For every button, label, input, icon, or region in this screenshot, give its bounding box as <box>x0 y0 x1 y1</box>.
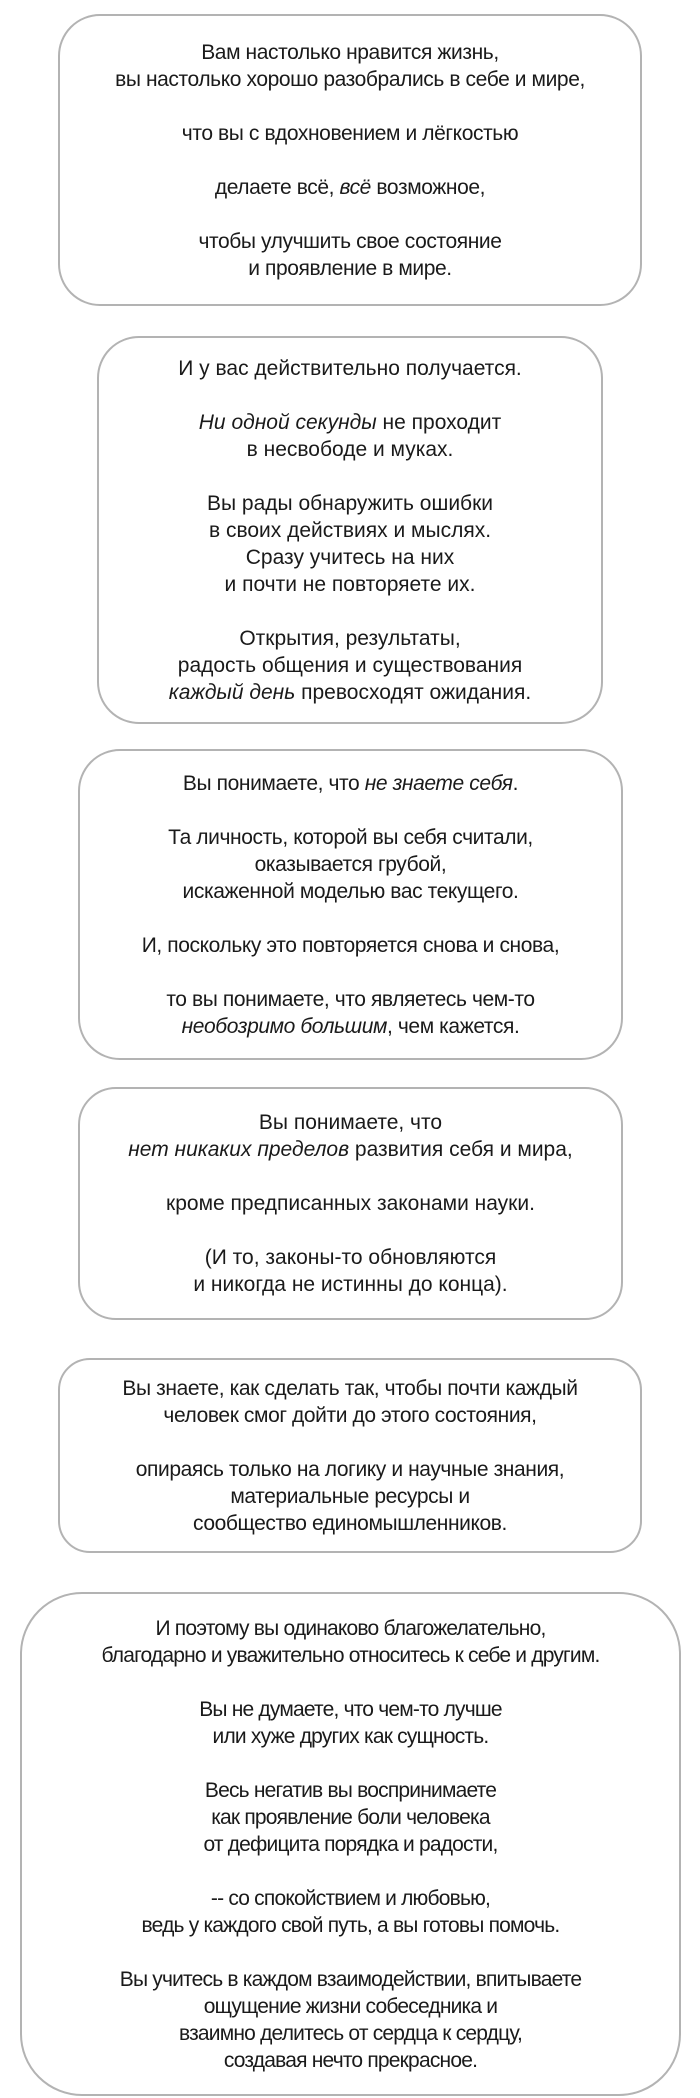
text-line <box>169 571 531 598</box>
text-line <box>101 1939 599 1966</box>
text-run: или хуже других как сущность. <box>212 1724 489 1748</box>
text-line <box>101 1858 599 1885</box>
text-line <box>115 93 585 120</box>
emphasis-text: нет никаких пределов <box>128 1138 350 1161</box>
text-line <box>101 1804 599 1831</box>
text-line <box>122 1510 577 1537</box>
card-text <box>128 1109 573 1298</box>
text-card-3 <box>78 749 623 1060</box>
text-run: в несвободе и муках. <box>246 437 454 461</box>
text-run: Вы рады обнаружить ошибки <box>206 491 493 515</box>
text-run: человек смог дойти до этого состояния, <box>163 1403 537 1427</box>
text-line <box>169 598 531 625</box>
card-text <box>122 1375 577 1537</box>
text-line <box>169 679 531 706</box>
text-line <box>122 1483 577 1510</box>
emphasis-text: Ни одной секунды <box>198 410 377 434</box>
text-card-6 <box>20 1592 681 2096</box>
text-run: что вы с вдохновением и лёгкостью <box>181 121 519 145</box>
text-card-5 <box>58 1358 642 1553</box>
text-line <box>115 39 585 66</box>
text-line <box>128 1217 573 1244</box>
text-line <box>142 959 560 986</box>
card-text <box>169 355 531 706</box>
text-line <box>128 1190 573 1217</box>
text-run: Вы понимаете, что <box>182 771 365 795</box>
text-line <box>115 228 585 255</box>
text-run: И поэтому вы одинаково благожелательно, <box>155 1616 546 1640</box>
text-run: И у вас действительно получается. <box>178 356 522 380</box>
text-run: , чем кажется. <box>387 1014 520 1038</box>
emphasis-text: необозримо большим <box>181 1014 387 1038</box>
text-line <box>142 797 560 824</box>
text-run: оказывается грубой, <box>254 852 447 876</box>
text-line <box>115 147 585 174</box>
text-line <box>142 770 560 797</box>
text-line <box>115 174 585 201</box>
text-line <box>142 851 560 878</box>
text-line <box>101 1885 599 1912</box>
text-line <box>101 1642 599 1669</box>
text-line <box>128 1136 573 1163</box>
text-line <box>115 66 585 93</box>
text-run: и проявление в мире. <box>248 256 452 280</box>
text-run: Открытия, результаты, <box>239 626 461 650</box>
text-run: вы настолько хорошо разобрались в себе и мире, <box>115 67 585 91</box>
text-line <box>101 2047 599 2074</box>
text-run: как проявление боли человека <box>211 1805 490 1829</box>
text-line <box>169 652 531 679</box>
text-run: от дефицита порядка и радости, <box>203 1832 498 1856</box>
text-run: развития себя и мира, <box>349 1138 573 1161</box>
emphasis-text: не знаете себя <box>364 771 513 795</box>
text-run: . <box>512 771 519 795</box>
text-run: ведь у каждого свой путь, а вы готовы помочь. <box>141 1913 560 1937</box>
text-line <box>122 1402 577 1429</box>
text-run: И, поскольку это повторяется снова и снова, <box>141 933 560 957</box>
text-line <box>122 1456 577 1483</box>
text-line <box>122 1429 577 1456</box>
text-line <box>142 905 560 932</box>
text-line <box>115 120 585 147</box>
text-run: Весь негатив вы воспринимаете <box>204 1778 497 1802</box>
text-run: чтобы улучшить свое состояние <box>198 229 502 253</box>
text-run: -- со спокойствием и любовью, <box>210 1886 491 1910</box>
text-line <box>169 436 531 463</box>
text-line <box>101 1777 599 1804</box>
text-run: Вы понимаете, что <box>258 1111 443 1134</box>
text-line <box>128 1271 573 1298</box>
emphasis-text: всё <box>339 175 371 199</box>
text-line <box>122 1375 577 1402</box>
text-run: благодарно и уважительно относитесь к себе и другим. <box>101 1643 600 1667</box>
text-line <box>101 1696 599 1723</box>
text-line <box>128 1109 573 1136</box>
text-line <box>169 409 531 436</box>
text-run: ощущение жизни собеседника и <box>203 1994 498 2018</box>
text-line <box>101 2020 599 2047</box>
text-line <box>142 986 560 1013</box>
text-run: Вы знаете, как сделать так, чтобы почти каждый <box>122 1376 578 1400</box>
card-text <box>115 39 585 282</box>
text-line <box>169 355 531 382</box>
text-run: превосходят ожидания. <box>295 680 532 704</box>
text-line <box>101 1615 599 1642</box>
text-line <box>142 824 560 851</box>
emphasis-text: каждый день <box>168 680 296 704</box>
text-run: и почти не повторяете их. <box>224 572 476 596</box>
text-line <box>169 490 531 517</box>
text-line <box>101 1966 599 1993</box>
text-run: материальные ресурсы и <box>230 1484 470 1508</box>
text-line <box>142 932 560 959</box>
text-line <box>169 625 531 652</box>
text-run: в своих действиях и мыслях. <box>208 518 492 542</box>
text-run: Вам настолько нравится жизнь, <box>201 40 499 64</box>
text-line <box>169 517 531 544</box>
text-line <box>128 1163 573 1190</box>
text-run: (И то, законы-то обновляются <box>204 1246 497 1269</box>
text-line <box>115 201 585 228</box>
text-run: возможное, <box>370 175 486 199</box>
text-run: взаимно делитесь от сердца к сердцу, <box>178 2021 522 2045</box>
text-line <box>101 1993 599 2020</box>
text-run: и никогда не истинны до конца). <box>193 1273 508 1296</box>
text-card-1 <box>58 14 642 306</box>
text-run: искаженной моделью вас текущего. <box>182 879 519 903</box>
text-line <box>142 1013 560 1040</box>
text-line <box>101 1912 599 1939</box>
text-line <box>101 1669 599 1696</box>
text-run: Та личность, которой вы себя считали, <box>168 825 533 849</box>
text-line <box>128 1244 573 1271</box>
text-line <box>169 382 531 409</box>
text-run: делаете всё, <box>214 175 340 199</box>
text-run: кроме предписанных законами науки. <box>166 1192 535 1215</box>
text-run: опираясь только на логику и научные знания, <box>135 1457 565 1481</box>
text-card-2 <box>97 336 603 724</box>
text-card-4 <box>78 1087 623 1320</box>
text-run: радость общения и существования <box>177 653 523 677</box>
text-line <box>142 878 560 905</box>
text-line <box>101 1831 599 1858</box>
text-run: сообщество единомышленников. <box>192 1511 507 1535</box>
text-run: Вы учитесь в каждом взаимодействии, впитываете <box>119 1967 582 1991</box>
text-run: создавая нечто прекрасное. <box>223 2048 478 2072</box>
text-run: не проходит <box>376 410 502 434</box>
text-line <box>101 1723 599 1750</box>
text-line <box>101 1750 599 1777</box>
text-run: Вы не думаете, что чем-то лучше <box>199 1697 502 1721</box>
text-line <box>169 463 531 490</box>
text-line <box>169 544 531 571</box>
text-line <box>115 255 585 282</box>
text-run: то вы понимаете, что являетесь чем-то <box>166 987 535 1011</box>
card-text <box>142 770 560 1040</box>
text-run: Сразу учитесь на них <box>245 545 455 569</box>
card-text <box>101 1615 599 2074</box>
